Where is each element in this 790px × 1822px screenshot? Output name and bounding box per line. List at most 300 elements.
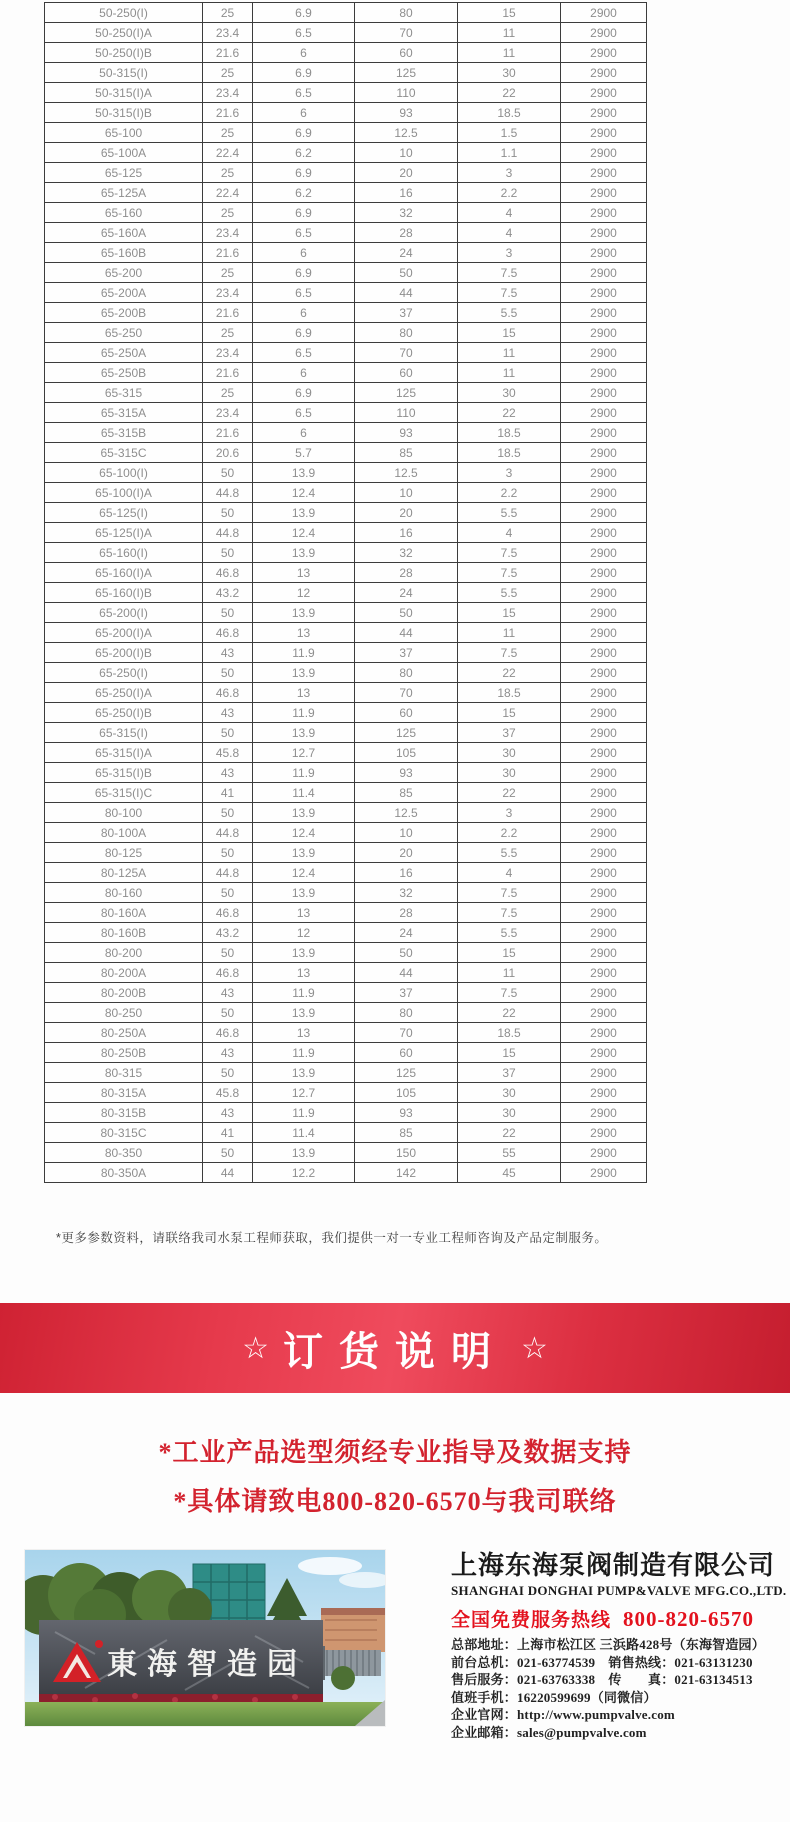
- table-cell: 13.9: [253, 463, 355, 483]
- table-row: [45, 683, 647, 703]
- table-cell: 13: [253, 683, 355, 703]
- table-cell: 80-315C: [45, 1123, 203, 1143]
- table-cell: 2900: [561, 603, 647, 623]
- table-cell: 80-160: [45, 883, 203, 903]
- table-cell: 2900: [561, 1123, 647, 1143]
- table-cell: 13.9: [253, 723, 355, 743]
- table-cell: 2900: [561, 743, 647, 763]
- table-cell: 2900: [561, 63, 647, 83]
- table-cell: 37: [355, 643, 458, 663]
- table-row: [45, 63, 647, 83]
- table-cell: 2900: [561, 303, 647, 323]
- table-cell: 30: [458, 763, 561, 783]
- table-cell: 13.9: [253, 663, 355, 683]
- table-cell: 44: [355, 283, 458, 303]
- table-row: [45, 743, 647, 763]
- table-cell: 43: [203, 703, 253, 723]
- table-footnote: *更多参数资料，请联络我司水泵工程师获取，我们提供一对一专业工程师咨询及产品定制服务。: [56, 1231, 608, 1245]
- table-cell: 50: [355, 263, 458, 283]
- table-cell: 7.5: [458, 883, 561, 903]
- hotline-number: 800-820-6570: [623, 1607, 755, 1631]
- table-cell: 93: [355, 423, 458, 443]
- table-cell: 10: [355, 483, 458, 503]
- table-cell: 25: [203, 383, 253, 403]
- table-cell: 12.4: [253, 863, 355, 883]
- table-cell: 2900: [561, 243, 647, 263]
- table-cell: 7.5: [458, 643, 561, 663]
- table-cell: 12.7: [253, 743, 355, 763]
- table-row: [45, 603, 647, 623]
- hotline: [451, 1605, 785, 1632]
- table-row: [45, 3, 647, 23]
- table-cell: 22: [458, 403, 561, 423]
- table-cell: 6: [253, 103, 355, 123]
- table-cell: 22: [458, 1003, 561, 1023]
- table-cell: 80: [355, 663, 458, 683]
- table-row: [45, 823, 647, 843]
- table-row: [45, 963, 647, 983]
- table-row: [45, 43, 647, 63]
- table-cell: 11: [458, 363, 561, 383]
- table-cell: 60: [355, 43, 458, 63]
- table-cell: 45.8: [203, 743, 253, 763]
- table-cell: 16: [355, 863, 458, 883]
- table-cell: 7.5: [458, 983, 561, 1003]
- table-cell: 7.5: [458, 903, 561, 923]
- table-cell: 65-100(I)A: [45, 483, 203, 503]
- table-row: [45, 283, 647, 303]
- table-cell: 7.5: [458, 283, 561, 303]
- table-cell: 13.9: [253, 883, 355, 903]
- table-cell: 2900: [561, 123, 647, 143]
- table-cell: 80-315: [45, 1063, 203, 1083]
- table-cell: 1.1: [458, 143, 561, 163]
- table-cell: 65-315(I)B: [45, 763, 203, 783]
- table-cell: 65-125A: [45, 183, 203, 203]
- table-row: [45, 543, 647, 563]
- table-row: [45, 143, 647, 163]
- table-cell: 2900: [561, 43, 647, 63]
- table-cell: 12: [253, 583, 355, 603]
- table-row: [45, 583, 647, 603]
- table-cell: 6.9: [253, 3, 355, 23]
- table-cell: 21.6: [203, 103, 253, 123]
- table-cell: 28: [355, 903, 458, 923]
- table-cell: 2900: [561, 343, 647, 363]
- table-cell: 41: [203, 1123, 253, 1143]
- table-cell: 65-200B: [45, 303, 203, 323]
- table-cell: 50: [203, 723, 253, 743]
- table-cell: 50: [203, 663, 253, 683]
- table-cell: 50: [203, 943, 253, 963]
- table-cell: 80-250A: [45, 1023, 203, 1043]
- table-cell: 2900: [561, 223, 647, 243]
- table-cell: 65-200(I)B: [45, 643, 203, 663]
- table-cell: 2.2: [458, 823, 561, 843]
- table-cell: 11.9: [253, 983, 355, 1003]
- table-row: [45, 263, 647, 283]
- table-cell: 18.5: [458, 423, 561, 443]
- table-cell: 7.5: [458, 263, 561, 283]
- table-cell: 50-250(I): [45, 3, 203, 23]
- table-cell: 80-350A: [45, 1163, 203, 1183]
- table-row: [45, 103, 647, 123]
- table-cell: 2900: [561, 1083, 647, 1103]
- table-cell: 50: [203, 463, 253, 483]
- table-cell: 50: [203, 1003, 253, 1023]
- table-cell: 85: [355, 1123, 458, 1143]
- table-row: [45, 363, 647, 383]
- table-cell: 50-250(I)B: [45, 43, 203, 63]
- table-cell: 23.4: [203, 343, 253, 363]
- table-cell: 2900: [561, 963, 647, 983]
- table-cell: 2900: [561, 783, 647, 803]
- table-cell: 11: [458, 963, 561, 983]
- table-cell: 65-250B: [45, 363, 203, 383]
- table-cell: 60: [355, 703, 458, 723]
- table-row: [45, 123, 647, 143]
- table-cell: 22.4: [203, 143, 253, 163]
- shrub: [331, 1666, 355, 1690]
- table-row: [45, 1003, 647, 1023]
- table-cell: 43: [203, 1043, 253, 1063]
- table-cell: 10: [355, 143, 458, 163]
- table-cell: 2900: [561, 403, 647, 423]
- table-cell: 65-250(I): [45, 663, 203, 683]
- table-row: [45, 383, 647, 403]
- table-cell: 2900: [561, 1063, 647, 1083]
- table-cell: 25: [203, 63, 253, 83]
- table-cell: 25: [203, 3, 253, 23]
- table-cell: 21.6: [203, 423, 253, 443]
- table-cell: 20: [355, 163, 458, 183]
- table-cell: 5.5: [458, 843, 561, 863]
- table-row: [45, 303, 647, 323]
- table-cell: 65-315(I): [45, 723, 203, 743]
- table-cell: 5.5: [458, 503, 561, 523]
- table-cell: 11: [458, 43, 561, 63]
- table-cell: 22: [458, 783, 561, 803]
- table-cell: 3: [458, 803, 561, 823]
- table-row: [45, 1143, 647, 1163]
- company-photo: [25, 1550, 385, 1726]
- order-instructions-banner: [0, 1303, 790, 1393]
- table-cell: 2900: [561, 3, 647, 23]
- table-cell: 93: [355, 763, 458, 783]
- table-cell: 80-200: [45, 943, 203, 963]
- hotline-label: 全国免费服务热线: [451, 1610, 612, 1631]
- notice-line-1: *工业产品选型须经专业指导及数据支持: [158, 1438, 632, 1467]
- table-row: [45, 563, 647, 583]
- table-cell: 65-160(I)A: [45, 563, 203, 583]
- table-cell: 2900: [561, 143, 647, 163]
- table-cell: 65-125(I): [45, 503, 203, 523]
- table-cell: 28: [355, 223, 458, 243]
- table-cell: 16: [355, 523, 458, 543]
- table-cell: 13.9: [253, 543, 355, 563]
- table-cell: 65-250: [45, 323, 203, 343]
- table-cell: 6: [253, 43, 355, 63]
- table-cell: 125: [355, 63, 458, 83]
- table-row: [45, 323, 647, 343]
- table-cell: 15: [458, 943, 561, 963]
- table-row: [45, 1043, 647, 1063]
- table-cell: 2900: [561, 803, 647, 823]
- table-cell: 65-315A: [45, 403, 203, 423]
- table-row: [45, 1023, 647, 1043]
- table-cell: 50-315(I): [45, 63, 203, 83]
- sign-wall: [39, 1620, 323, 1700]
- table-cell: 2900: [561, 643, 647, 663]
- notice-line-2: *具体请致电800-820-6570与我司联络: [173, 1487, 617, 1516]
- table-cell: 65-125: [45, 163, 203, 183]
- table-cell: 6: [253, 243, 355, 263]
- contact-line: 值班手机：16220599699（同微信）: [451, 1689, 657, 1705]
- table-cell: 50: [355, 943, 458, 963]
- table-cell: 6.9: [253, 383, 355, 403]
- table-cell: 23.4: [203, 23, 253, 43]
- table-cell: 18.5: [458, 1023, 561, 1043]
- table-cell: 3: [458, 463, 561, 483]
- table-row: [45, 863, 647, 883]
- table-cell: 12.2: [253, 1163, 355, 1183]
- table-cell: 11.4: [253, 783, 355, 803]
- table-cell: 6: [253, 423, 355, 443]
- table-cell: 2900: [561, 863, 647, 883]
- table-row: [45, 443, 647, 463]
- table-cell: 30: [458, 1083, 561, 1103]
- table-cell: 24: [355, 923, 458, 943]
- table-cell: 6: [253, 303, 355, 323]
- table-cell: 2.2: [458, 183, 561, 203]
- table-row: [45, 203, 647, 223]
- table-cell: 41: [203, 783, 253, 803]
- table-cell: 13.9: [253, 1143, 355, 1163]
- table-cell: 80-200A: [45, 963, 203, 983]
- table-cell: 70: [355, 343, 458, 363]
- table-cell: 24: [355, 583, 458, 603]
- table-cell: 20.6: [203, 443, 253, 463]
- table-cell: 15: [458, 323, 561, 343]
- spec-table-body: [45, 3, 647, 1183]
- table-cell: 5.5: [458, 303, 561, 323]
- spec-table-wrap: [44, 2, 646, 1183]
- table-cell: 23.4: [203, 403, 253, 423]
- table-cell: 80-125A: [45, 863, 203, 883]
- contact-line-link[interactable]: 企业官网：http://www.pumpvalve.com: [451, 1707, 675, 1723]
- table-cell: 50: [203, 883, 253, 903]
- table-cell: 50: [203, 603, 253, 623]
- table-cell: 46.8: [203, 963, 253, 983]
- table-cell: 65-125(I)A: [45, 523, 203, 543]
- table-cell: 25: [203, 203, 253, 223]
- table-cell: 2900: [561, 483, 647, 503]
- table-cell: 2900: [561, 503, 647, 523]
- table-cell: 65-160(I)B: [45, 583, 203, 603]
- table-cell: 2900: [561, 423, 647, 443]
- contact-line-link[interactable]: 企业邮箱：sales@pumpvalve.com: [451, 1724, 647, 1740]
- table-row: [45, 403, 647, 423]
- table-cell: 2900: [561, 683, 647, 703]
- table-cell: 2900: [561, 283, 647, 303]
- table-cell: 2900: [561, 923, 647, 943]
- table-cell: 12.4: [253, 523, 355, 543]
- table-row: [45, 903, 647, 923]
- table-cell: 6.9: [253, 163, 355, 183]
- table-cell: 150: [355, 1143, 458, 1163]
- table-cell: 2900: [561, 323, 647, 343]
- table-cell: 2900: [561, 1003, 647, 1023]
- table-cell: 125: [355, 1063, 458, 1083]
- table-row: [45, 843, 647, 863]
- table-cell: 13.9: [253, 603, 355, 623]
- table-cell: 3: [458, 163, 561, 183]
- star-icon: ☆: [521, 1331, 548, 1365]
- company-info: [451, 1550, 785, 1742]
- table-row: [45, 663, 647, 683]
- table-cell: 80-350: [45, 1143, 203, 1163]
- table-cell: 22: [458, 1123, 561, 1143]
- table-cell: 2900: [561, 663, 647, 683]
- table-cell: 5.5: [458, 923, 561, 943]
- table-cell: 50: [355, 603, 458, 623]
- table-cell: 80-200B: [45, 983, 203, 1003]
- table-cell: 80-250: [45, 1003, 203, 1023]
- table-cell: 46.8: [203, 903, 253, 923]
- company-name: 上海东海泵阀制造有限公司: [451, 1550, 776, 1580]
- table-cell: 32: [355, 203, 458, 223]
- table-cell: 5.7: [253, 443, 355, 463]
- table-cell: 65-160A: [45, 223, 203, 243]
- table-cell: 6.5: [253, 223, 355, 243]
- table-cell: 6.5: [253, 23, 355, 43]
- table-cell: 2900: [561, 183, 647, 203]
- table-cell: 80-250B: [45, 1043, 203, 1063]
- table-cell: 2900: [561, 103, 647, 123]
- table-cell: 2900: [561, 83, 647, 103]
- table-cell: 6.5: [253, 403, 355, 423]
- table-cell: 4: [458, 223, 561, 243]
- table-cell: 6: [253, 363, 355, 383]
- table-cell: 65-160: [45, 203, 203, 223]
- table-row: [45, 243, 647, 263]
- table-row: [45, 343, 647, 363]
- table-cell: 50-315(I)A: [45, 83, 203, 103]
- table-row: [45, 83, 647, 103]
- table-cell: 2900: [561, 943, 647, 963]
- table-cell: 15: [458, 703, 561, 723]
- table-cell: 13.9: [253, 1063, 355, 1083]
- table-cell: 25: [203, 163, 253, 183]
- table-cell: 60: [355, 363, 458, 383]
- table-cell: 37: [458, 1063, 561, 1083]
- table-cell: 13: [253, 903, 355, 923]
- table-cell: 6.5: [253, 283, 355, 303]
- table-cell: 11.9: [253, 763, 355, 783]
- star-icon: ☆: [242, 1331, 269, 1365]
- table-row: [45, 183, 647, 203]
- table-cell: 6.9: [253, 63, 355, 83]
- table-cell: 4: [458, 523, 561, 543]
- table-cell: 44: [203, 1163, 253, 1183]
- table-row: [45, 723, 647, 743]
- table-cell: 65-315(I)C: [45, 783, 203, 803]
- cloud: [298, 1557, 362, 1575]
- table-row: [45, 163, 647, 183]
- table-cell: 10: [355, 823, 458, 843]
- table-cell: 22: [458, 663, 561, 683]
- notice-block: [0, 1428, 790, 1526]
- contact-line: 总部地址：上海市松江区 三浜路428号（东海智造园）: [451, 1637, 765, 1652]
- table-cell: 2900: [561, 543, 647, 563]
- table-cell: 65-200A: [45, 283, 203, 303]
- table-row: [45, 483, 647, 503]
- table-cell: 6.9: [253, 203, 355, 223]
- table-cell: 2.2: [458, 483, 561, 503]
- table-cell: 4: [458, 203, 561, 223]
- table-row: [45, 643, 647, 663]
- table-row: [45, 1123, 647, 1143]
- table-cell: 6.9: [253, 123, 355, 143]
- table-cell: 12.4: [253, 483, 355, 503]
- table-cell: 30: [458, 743, 561, 763]
- table-cell: 2900: [561, 523, 647, 543]
- table-cell: 11: [458, 623, 561, 643]
- table-cell: 12.5: [355, 123, 458, 143]
- table-cell: 11.9: [253, 1103, 355, 1123]
- table-cell: 30: [458, 1103, 561, 1123]
- table-cell: 2900: [561, 883, 647, 903]
- table-cell: 65-250(I)B: [45, 703, 203, 723]
- table-cell: 65-250(I)A: [45, 683, 203, 703]
- table-cell: 24: [355, 243, 458, 263]
- table-cell: 2900: [561, 763, 647, 783]
- table-cell: 3: [458, 243, 561, 263]
- table-cell: 50: [203, 1143, 253, 1163]
- contact-line: 售后服务：021-63763338 传 真：021-63134513: [451, 1672, 753, 1688]
- table-cell: 13.9: [253, 503, 355, 523]
- table-cell: 25: [203, 323, 253, 343]
- table-cell: 43.2: [203, 583, 253, 603]
- table-row: [45, 623, 647, 643]
- table-cell: 50: [203, 803, 253, 823]
- table-cell: 6.5: [253, 83, 355, 103]
- table-cell: 44.8: [203, 483, 253, 503]
- table-cell: 142: [355, 1163, 458, 1183]
- table-cell: 22: [458, 83, 561, 103]
- table-cell: 2900: [561, 1103, 647, 1123]
- table-cell: 6.2: [253, 143, 355, 163]
- table-cell: 30: [458, 383, 561, 403]
- table-row: [45, 923, 647, 943]
- table-cell: 2900: [561, 443, 647, 463]
- table-cell: 21.6: [203, 363, 253, 383]
- table-cell: 2900: [561, 583, 647, 603]
- table-cell: 60: [355, 1043, 458, 1063]
- company-name-en: SHANGHAI DONGHAI PUMP&VALVE MFG.CO.,LTD.: [451, 1583, 787, 1598]
- table-cell: 21.6: [203, 43, 253, 63]
- table-cell: 44.8: [203, 863, 253, 883]
- table-row: [45, 423, 647, 443]
- table-cell: 11: [458, 343, 561, 363]
- table-cell: 2900: [561, 1163, 647, 1183]
- table-cell: 11: [458, 23, 561, 43]
- table-row: [45, 1063, 647, 1083]
- table-cell: 23.4: [203, 83, 253, 103]
- table-cell: 125: [355, 383, 458, 403]
- table-cell: 44.8: [203, 523, 253, 543]
- table-cell: 80-315B: [45, 1103, 203, 1123]
